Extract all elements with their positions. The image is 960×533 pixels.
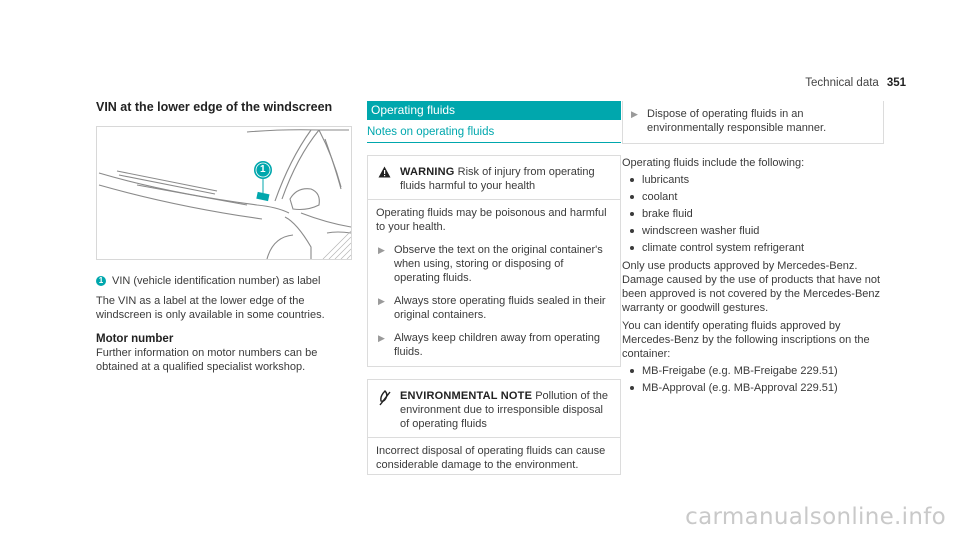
warning-header: [368, 156, 620, 200]
list-item: [622, 207, 884, 221]
motor-number-text: Further information on motor numbers can be obtained at a qualified specialist workshop.: [96, 347, 318, 373]
warning-title: Risk of injury from operating fluids harmful to your health: [400, 166, 595, 192]
list-item: [622, 241, 884, 255]
environmental-note-keyword: ENVIRONMENTAL NOTE: [400, 390, 533, 402]
vin-paragraph: The VIN as a label at the lower edge of the windscreen is only available in some countries.: [96, 295, 325, 321]
identify-paragraph: You can identify operating fluids approved by Mercedes-Benz by the following inscriptions on the container:: [622, 320, 870, 360]
list-item: [622, 224, 884, 238]
callout-number: 1: [96, 276, 106, 286]
list-item-text: lubricants: [642, 174, 690, 186]
warning-step-text: Always store operating fluids sealed in their original containers.: [394, 295, 606, 321]
motor-number-heading: Motor number: [96, 333, 174, 345]
middle-column: [367, 101, 621, 475]
warning-step: [376, 331, 612, 359]
warning-step: [376, 243, 612, 285]
list-item: [622, 190, 884, 204]
bullet: [630, 369, 634, 373]
environmental-note-header: [368, 380, 620, 438]
left-column: [96, 100, 350, 374]
list-item-text: climate control system refrigerant: [642, 242, 804, 254]
list-item: [622, 173, 884, 187]
list-item-text: windscreen washer fluid: [642, 225, 760, 237]
arrow-icon: ▶: [631, 109, 638, 119]
warning-box: [367, 155, 621, 367]
list-item-text: MB-Approval (e.g. MB-Approval 229.51): [642, 382, 838, 394]
arrow-icon: ▶: [378, 296, 385, 306]
warning-step-text: Observe the text on the original container's when using, storing or disposing of operating fluids.: [394, 244, 603, 284]
list-item-text: MB-Freigabe (e.g. MB-Freigabe 229.51): [642, 365, 838, 377]
environmental-note-continued: [622, 101, 884, 144]
list-item-text: brake fluid: [642, 208, 693, 220]
environmental-note-text: Incorrect disposal of operating fluids can cause considerable damage to the environment.: [376, 445, 606, 471]
approval-paragraph: Only use products approved by Mercedes-Benz. Damage caused by the use of products that have not been approved is not covered by the Mercedes-Benz warranty or goodwill gestures.: [622, 260, 881, 314]
arrow-icon: ▶: [378, 333, 385, 343]
bullet: [630, 229, 634, 233]
warning-triangle-icon: [378, 166, 392, 193]
environmental-note-title: Pollution of the environment due to irresponsible disposal of operating fluids: [400, 390, 608, 430]
arrow-icon: ▶: [378, 245, 385, 255]
section-title-bar: Operating fluids: [367, 101, 621, 120]
environment-icon: [378, 390, 392, 431]
warning-step-text: Always keep children away from operating fluids.: [394, 332, 601, 358]
env-step-text: Dispose of operating fluids in an environmentally responsible manner.: [647, 108, 827, 134]
warning-body: [368, 200, 620, 366]
bullet: [630, 246, 634, 250]
warning-text: Operating fluids may be poisonous and harmful to your health.: [376, 207, 607, 233]
vin-heading: VIN at the lower edge of the windscreen: [96, 100, 333, 114]
list-item: [622, 381, 884, 395]
fluids-intro: Operating fluids include the following:: [622, 157, 805, 169]
list-item: [622, 364, 884, 378]
right-column: [622, 101, 884, 395]
fluids-list: [622, 173, 884, 255]
env-step: [629, 107, 875, 135]
caption-text: VIN (vehicle identification number) as label: [112, 275, 321, 287]
page-header: [805, 76, 906, 90]
warning-step: [376, 294, 612, 322]
warning-keyword: WARNING: [400, 166, 455, 178]
bullet: [630, 386, 634, 390]
figure-caption: [96, 274, 350, 288]
environmental-note-body: [368, 438, 620, 474]
figure-callout-1: 1: [260, 164, 266, 175]
approval-list: [622, 364, 884, 395]
car-windscreen-drawing: [97, 127, 351, 259]
bullet: [630, 212, 634, 216]
bullet: [630, 195, 634, 199]
environmental-note-box: [367, 379, 621, 475]
list-item-text: coolant: [642, 191, 678, 203]
subsection-title: Notes on operating fluids: [367, 125, 621, 143]
page-number: 351: [886, 77, 906, 89]
windscreen-illustration: [96, 126, 352, 260]
watermark: carmanualsonline.info: [685, 504, 946, 530]
bullet: [630, 178, 634, 182]
section-name: Technical data: [805, 77, 879, 89]
